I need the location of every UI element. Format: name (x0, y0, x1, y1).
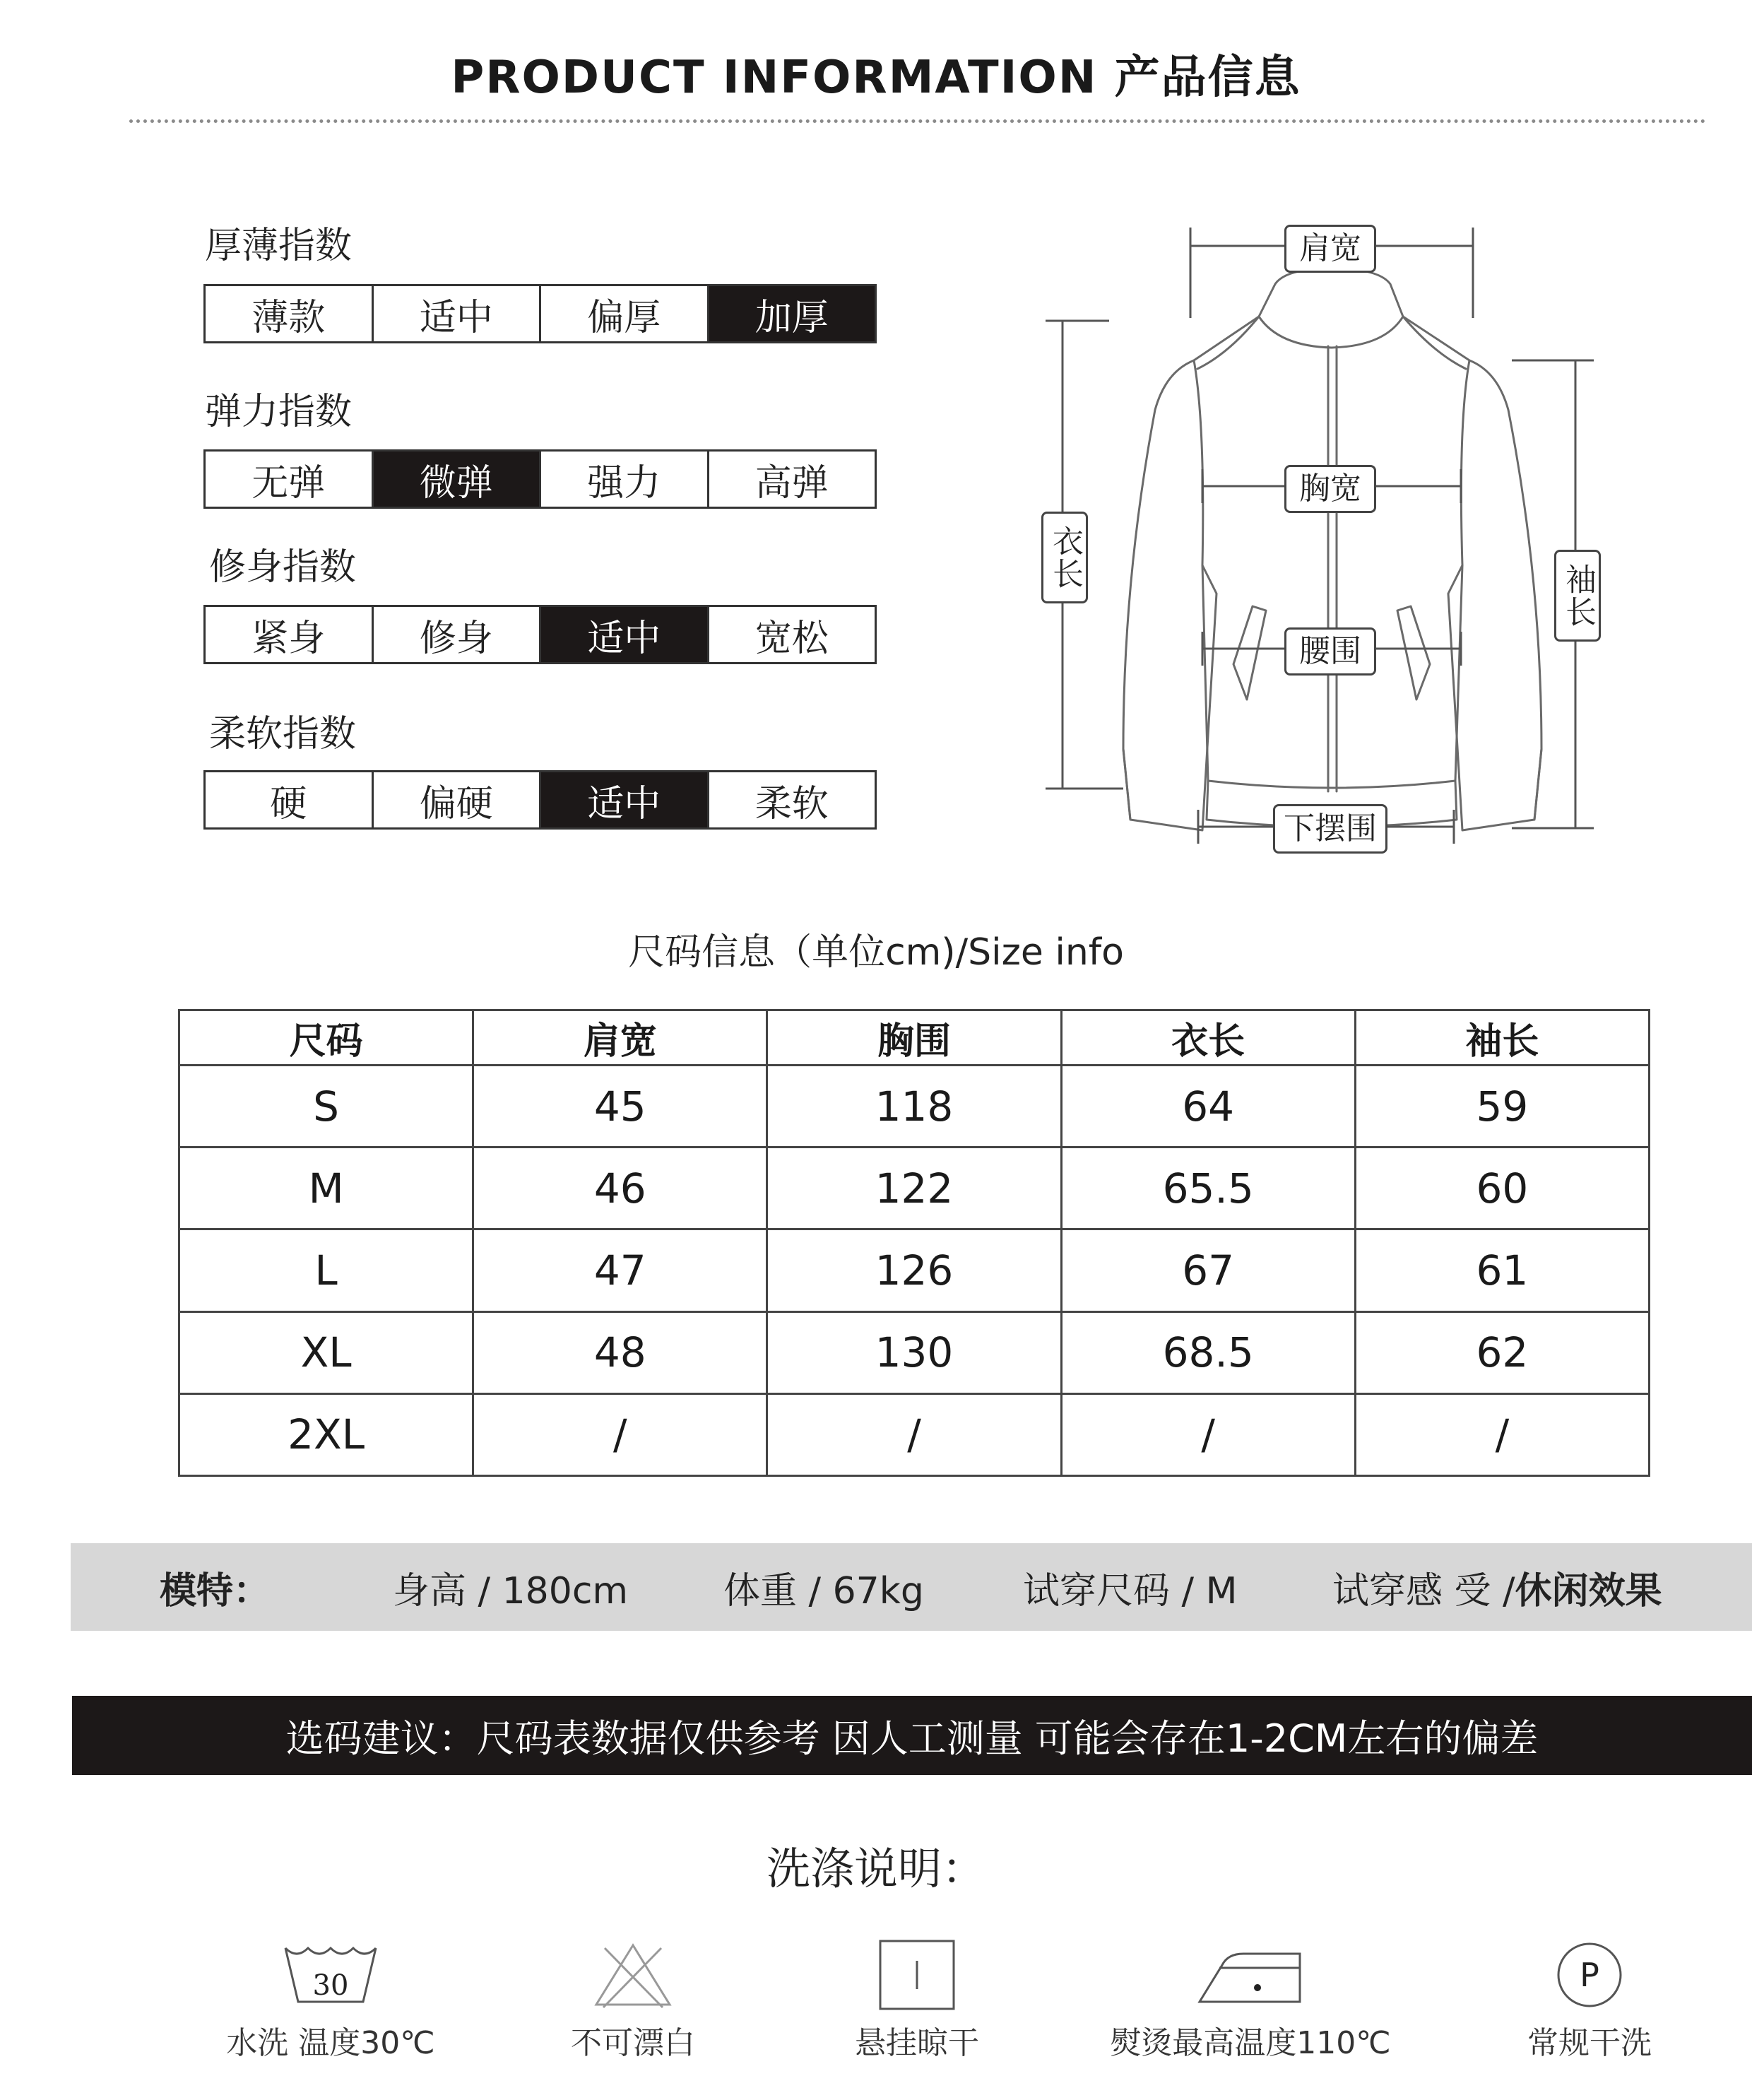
column-header: 肩宽 (473, 1010, 767, 1066)
table-cell: / (767, 1393, 1061, 1475)
fit-index-row (203, 605, 877, 664)
softness-option: 硬 (206, 772, 374, 827)
wash-temp-text: 30 (312, 1969, 349, 2002)
table-cell: 47 (473, 1229, 767, 1311)
size-notice-bar: 选码建议：尺码表数据仅供参考 因人工测量 可能会存在1-2CM左右的偏差 (72, 1696, 1752, 1775)
table-row (179, 1066, 1650, 1148)
fit-option: 适中 (541, 607, 709, 662)
table-cell: 59 (1355, 1066, 1649, 1148)
fit-option: 宽松 (754, 617, 829, 660)
thickness-option: 偏厚 (541, 286, 709, 341)
thickness-index-row (203, 284, 877, 343)
elasticity-option: 无弹 (206, 452, 374, 507)
waist-label: 腰围 (1284, 627, 1376, 676)
table-cell: 118 (767, 1066, 1061, 1148)
column-header: 胸围 (767, 1010, 1061, 1066)
table-cell: XL (179, 1311, 473, 1393)
model-fitting-size: 试穿尺码 / M (1023, 1569, 1238, 1612)
sleeve-length-label: 袖长 (1554, 550, 1601, 642)
body-length-label: 衣长 (1041, 512, 1088, 603)
care-item-no-bleach (485, 1940, 781, 2063)
size-info-caption: 尺码信息（单位cm)/Size info (628, 931, 1124, 974)
thickness-option: 适中 (374, 286, 542, 341)
care-label: 常规干洗 (1527, 2025, 1652, 2061)
softness-option: 偏硬 (374, 772, 542, 827)
table-cell: 61 (1355, 1229, 1649, 1311)
table-cell: L (179, 1229, 473, 1311)
fit-option: 修身 (374, 607, 542, 662)
thickness-index-label: 厚薄指数 (205, 225, 353, 267)
model-fitting-feel (1332, 1543, 1662, 1631)
table-cell: / (1061, 1393, 1355, 1475)
elasticity-option: 强力 (541, 452, 709, 507)
table-cell: 122 (767, 1148, 1061, 1229)
model-label: 模特： (160, 1569, 271, 1612)
table-row (179, 1393, 1650, 1475)
care-item-hang-dry (769, 1940, 1065, 2063)
model-feel-value: 休闲效果 (1515, 1569, 1662, 1612)
wash-instructions-title: 洗涤说明： (766, 1843, 986, 1894)
hem-label: 下摆围 (1273, 804, 1387, 854)
table-cell: / (1355, 1393, 1649, 1475)
model-feel-prefix: 试穿感 受 / (1332, 1569, 1515, 1612)
elasticity-index-row (203, 449, 877, 509)
page-title: PRODUCT INFORMATION 产品信息 (451, 52, 1301, 104)
shoulder-width-label: 肩宽 (1284, 225, 1376, 273)
table-header-row (179, 1010, 1650, 1066)
care-item-wash (182, 1940, 479, 2063)
table-cell: S (179, 1066, 473, 1148)
softness-option: 柔软 (754, 782, 829, 825)
table-row (179, 1311, 1650, 1393)
column-header: 尺码 (179, 1010, 473, 1066)
care-item-dry-clean (1441, 1940, 1738, 2063)
care-label: 不可漂白 (571, 2025, 695, 2061)
table-row (179, 1148, 1650, 1229)
model-info-bar (71, 1543, 1752, 1631)
size-table (178, 1009, 1650, 1477)
elasticity-index-label: 弹力指数 (205, 391, 353, 433)
fit-option: 紧身 (206, 607, 374, 662)
care-label: 悬挂晾干 (855, 2025, 979, 2061)
hang-dry-icon (868, 1940, 966, 2010)
care-item-iron (1102, 1940, 1399, 2063)
softness-index-row (203, 770, 877, 830)
model-weight: 体重 / 67kg (723, 1569, 924, 1612)
table-cell: 2XL (179, 1393, 473, 1475)
table-cell: 65.5 (1061, 1148, 1355, 1229)
elasticity-option: 微弹 (374, 452, 542, 507)
jacket-diagram (1017, 212, 1611, 862)
dry-clean-icon (1540, 1940, 1639, 2010)
title-divider (129, 119, 1706, 123)
thickness-option: 加厚 (709, 286, 875, 341)
care-label: 熨烫最高温度110℃ (1110, 2025, 1391, 2061)
table-cell: 48 (473, 1311, 767, 1393)
table-cell: 45 (473, 1066, 767, 1148)
chest-width-label: 胸宽 (1284, 465, 1376, 513)
column-header: 袖长 (1355, 1010, 1649, 1066)
table-cell: 64 (1061, 1066, 1355, 1148)
table-row (179, 1229, 1650, 1311)
elasticity-option: 高弹 (754, 461, 829, 505)
fit-index-label: 修身指数 (209, 546, 357, 589)
softness-option: 适中 (541, 772, 709, 827)
table-cell: / (473, 1393, 767, 1475)
softness-index-label: 柔软指数 (209, 713, 357, 755)
column-header: 衣长 (1061, 1010, 1355, 1066)
table-cell: 126 (767, 1229, 1061, 1311)
table-cell: 46 (473, 1148, 767, 1229)
jacket-outline-icon (1017, 212, 1611, 862)
model-height: 身高 / 180cm (393, 1569, 629, 1612)
dry-clean-letter: P (1580, 1956, 1599, 1994)
thickness-option: 薄款 (206, 286, 374, 341)
table-cell: 62 (1355, 1311, 1649, 1393)
wash-30-icon (281, 1940, 380, 2010)
no-bleach-icon (584, 1940, 682, 2010)
table-cell: 68.5 (1061, 1311, 1355, 1393)
iron-icon (1194, 1940, 1307, 2010)
table-cell: M (179, 1148, 473, 1229)
table-cell: 130 (767, 1311, 1061, 1393)
care-label: 水洗 温度30℃ (226, 2025, 435, 2061)
table-cell: 60 (1355, 1148, 1649, 1229)
table-cell: 67 (1061, 1229, 1355, 1311)
